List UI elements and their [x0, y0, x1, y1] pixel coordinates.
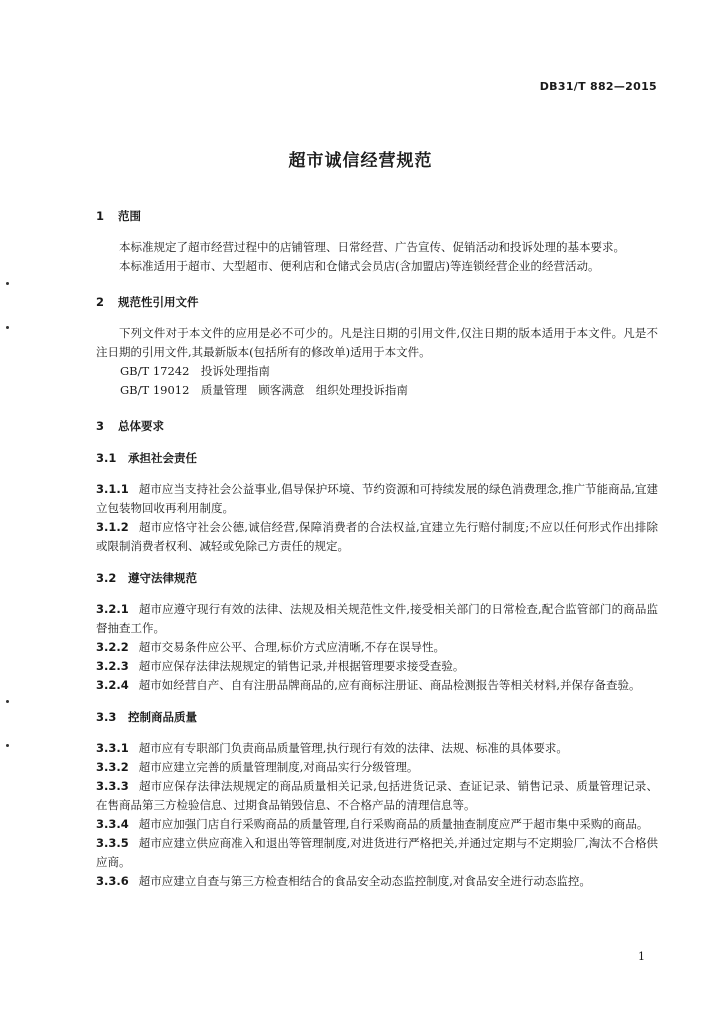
section-heading-3: 3 总体要求 [96, 419, 164, 433]
clause-3-3-6: 3.3.6 超市应建立自查与第三方检查相结合的食品安全动态监控制度,对食品安全进行动态监控。 [96, 874, 591, 888]
document-body [96, 206, 658, 891]
scope-paragraph-1: 本标准规定了超市经营过程中的店铺管理、日常经营、广告宣传、促销活动和投诉处理的基本要求。 [119, 240, 625, 254]
subsection-heading-3-1: 3.1 承担社会责任 [96, 451, 197, 465]
clause-3-2-1: 3.2.1 超市应遵守现行有效的法律、法规及相关规范性文件,接受相关部门的日常检查,配合监管部门的商品监督抽查工作。 [96, 602, 658, 635]
page-number: 1 [638, 950, 645, 963]
reference-item-1: GB/T 17242 投诉处理指南 [120, 364, 270, 378]
scan-artifact [6, 700, 9, 703]
section-heading-1: 1 范围 [96, 209, 141, 223]
subsection-heading-3-2: 3.2 遵守法律规范 [96, 571, 197, 585]
scope-paragraph-2: 本标准适用于超市、大型超市、便利店和仓储式会员店(含加盟店)等连锁经营企业的经营活动。 [119, 259, 600, 273]
section-heading-2: 2 规范性引用文件 [96, 295, 199, 309]
document-title: 超市诚信经营规范 [288, 151, 433, 171]
scan-artifact [6, 326, 9, 329]
clause-3-1-2: 3.1.2 超市应恪守社会公德,诚信经营,保障消费者的合法权益,宜建立先行赔付制度;不应以任何形式作出排除或限制消费者权利、减轻或免除己方责任的规定。 [96, 520, 658, 553]
clause-3-1-1: 3.1.1 超市应当支持社会公益事业,倡导保护环境、节约资源和可持续发展的绿色消费理念,推广节能商品,宜建立包装物回收再利用制度。 [96, 482, 658, 515]
scan-artifact [6, 282, 9, 285]
subsection-heading-3-3: 3.3 控制商品质量 [96, 710, 197, 724]
clause-3-3-4: 3.3.4 超市应加强门店自行采购商品的质量管理,自行采购商品的质量抽查制度应严于超市集中采购的商品。 [96, 817, 649, 831]
clause-3-3-2: 3.3.2 超市应建立完善的质量管理制度,对商品实行分级管理。 [96, 760, 419, 774]
clause-3-2-4: 3.2.4 超市如经营自产、自有注册品牌商品的,应有商标注册证、商品检测报告等相关材料,并保存备查验。 [96, 678, 641, 692]
references-paragraph: 下列文件对于本文件的应用是必不可少的。凡是注日期的引用文件,仅注日期的版本适用于本文件。凡是不注日期的引用文件,其最新版本(包括所有的修改单)适用于本文件。 [96, 326, 658, 359]
clause-3-3-3: 3.3.3 超市应保存法律法规规定的商品质量相关记录,包括进货记录、查证记录、销售记录、质量管理记录、在售商品第三方检验信息、过期食品销毁信息、不合格产品的清理信息等。 [96, 779, 658, 812]
clause-3-3-5: 3.3.5 超市应建立供应商准入和退出等管理制度,对进货进行严格把关,并通过定期与不定期验厂,淘汰不合格供应商。 [96, 836, 658, 869]
clause-3-2-2: 3.2.2 超市交易条件应公平、合理,标价方式应清晰,不存在误导性。 [96, 640, 446, 654]
document-code: DB31/T 882—2015 [539, 80, 657, 93]
scan-artifact [6, 744, 9, 747]
clause-3-2-3: 3.2.3 超市应保存法律法规规定的销售记录,并根据管理要求接受查验。 [96, 659, 465, 673]
clause-3-3-1: 3.3.1 超市应有专职部门负责商品质量管理,执行现行有效的法律、法规、标准的具体要求。 [96, 741, 568, 755]
reference-item-2: GB/T 19012 质量管理 顾客满意 组织处理投诉指南 [120, 383, 408, 397]
